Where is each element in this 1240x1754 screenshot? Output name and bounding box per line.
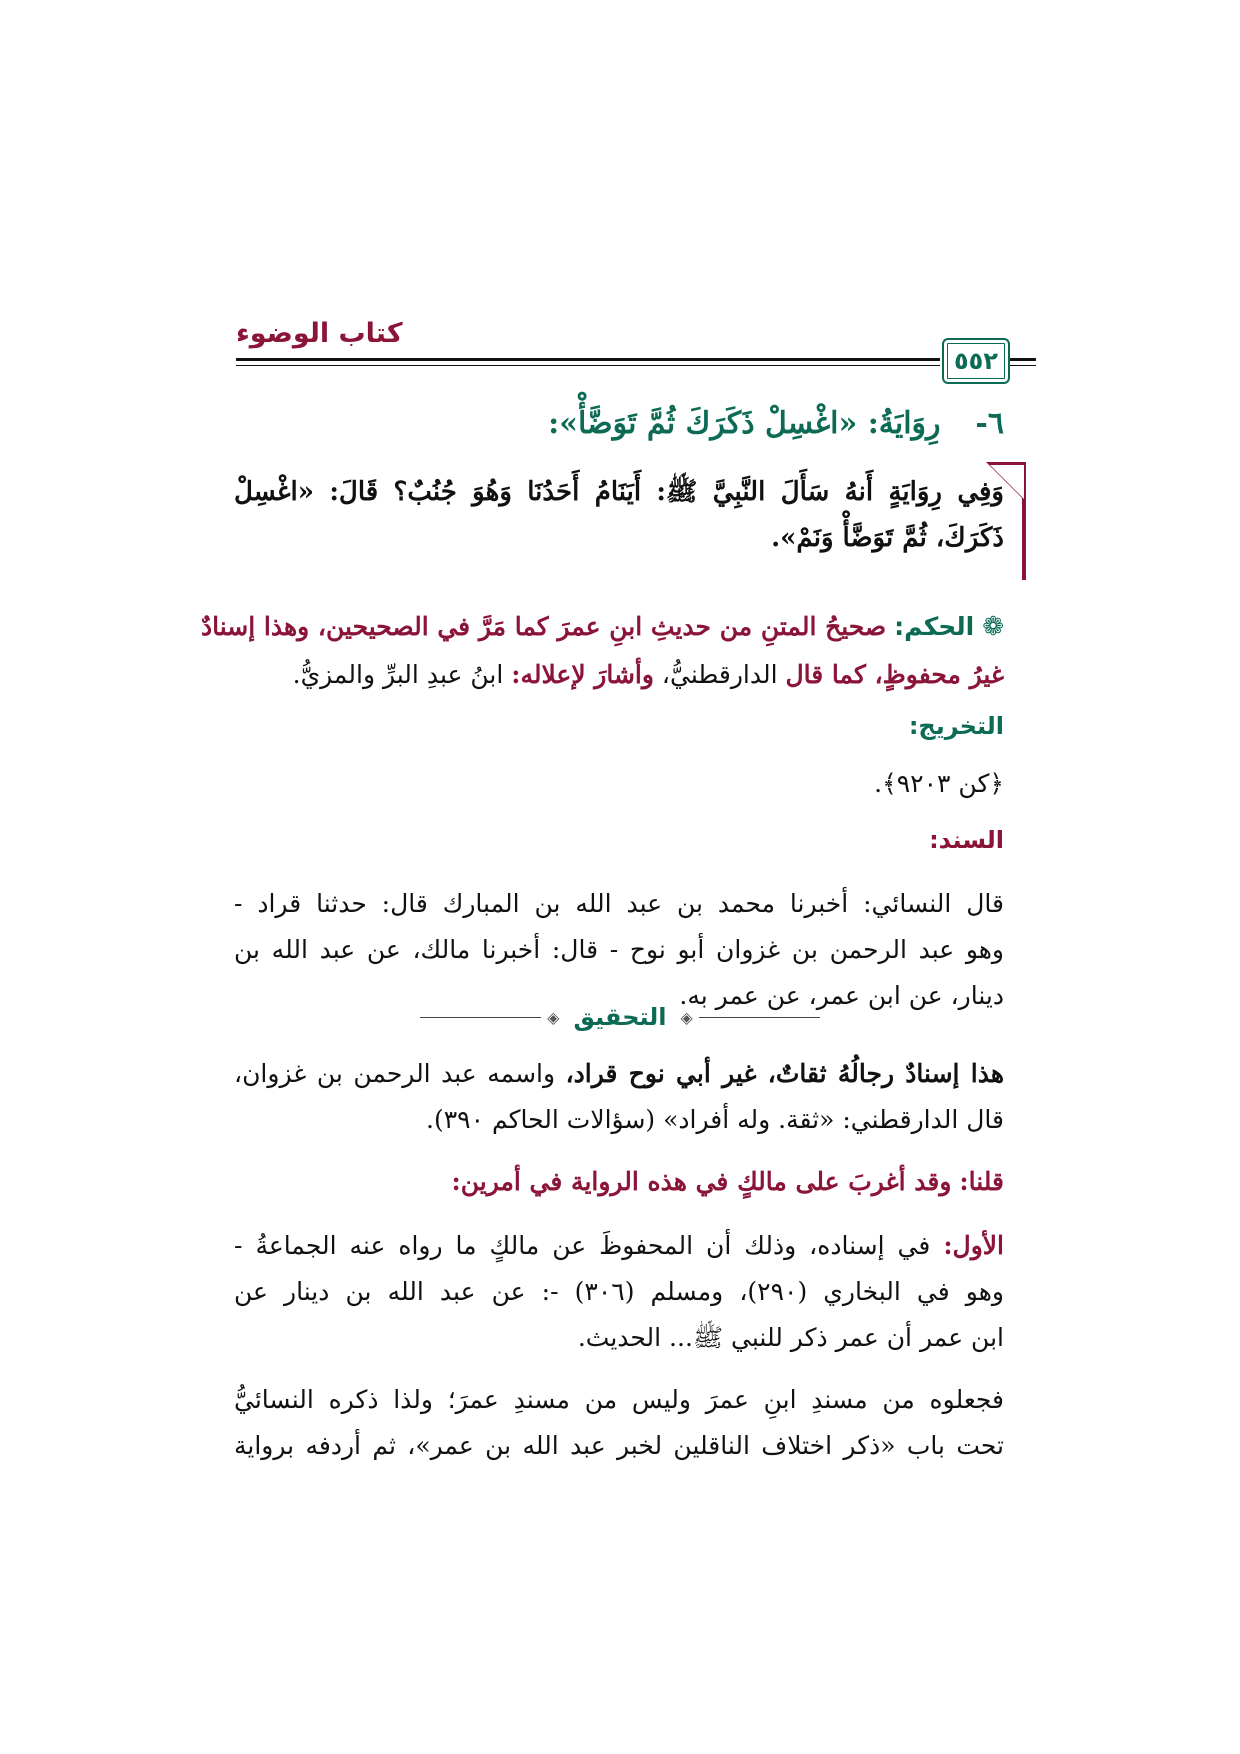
qulna-label: قلنا: <box>959 1167 1004 1196</box>
paragraph-3-line-2: تحت باب «ذكر اختلاف الناقلين لخبر عبد الله بن عمر»، ثم أردفه برواية <box>234 1431 1004 1460</box>
first-point-line-3: ابن عمر أن عمر ذكر للنبي ﷺ... الحديث. <box>577 1323 1004 1352</box>
header-rule-thin <box>236 365 940 366</box>
first-point-line-2: وهو في البخاري (٢٩٠)، ومسلم (٣٠٦) -: عن عبد الله بن دينار عن <box>234 1277 1004 1306</box>
tahqiq-p1-line-2: قال الدارقطني: «ثقة. وله أفراد» (سؤالات الحاكم ٣٩٠). <box>426 1105 1004 1134</box>
header-rule-right-thin <box>1010 365 1036 366</box>
sanad-line-1: قال النسائي: أخبرنا محمد بن عبد الله بن المبارك قال: حدثنا قراد - <box>234 889 1004 918</box>
ruling-text: صحيحُ المتنِ من حديثِ ابنِ عمرَ كما مَرَّ في الصحيحين، وهذا إسنادٌ <box>201 612 887 641</box>
page-header <box>236 318 1006 398</box>
paragraph-3-line-1: فجعلوه من مسندِ ابنِ عمرَ وليس من مسندِ عمرَ؛ ولذا ذكره النسائيُّ <box>234 1385 1004 1414</box>
tahqiq-divider <box>420 1002 820 1032</box>
first-point-line-1: الأول: في إسناده، وذلك أن المحفوظَ عن مالكٍ ما رواه عنه الجماعةُ - <box>234 1231 1004 1260</box>
ruling-line-2: غيرُ محفوظٍ، كما قال الدارقطنيُّ، وأشارَ لإعلاله: ابنُ عبدِ البرِّ والمزيُّ. <box>292 660 1004 689</box>
section-title-text: رِوَايَةُ: «اغْسِلْ ذَكَرَكَ ثُمَّ تَوَضَّأْ»: <box>548 406 941 441</box>
sanad-heading: السند: <box>929 826 1004 854</box>
qulna-line <box>234 1160 1004 1204</box>
header-rule-right <box>1010 358 1036 361</box>
takhrij-heading: التخريج: <box>908 712 1004 740</box>
ornament-icon: ◈ <box>680 1007 693 1027</box>
tahqiq-p1-line-1: هذا إسنادٌ رجالُهُ ثقاتٌ، غير أبي نوح قراد، واسمه عبد الرحمن بن غزوان، <box>234 1059 1005 1088</box>
header-rule <box>236 358 940 361</box>
qulna-text: وقد أغربَ على مالكٍ في هذه الرواية في أمرين: <box>451 1167 952 1196</box>
takhrij-ref: ﴿كن ٩٢٠٣﴾. <box>874 769 1004 798</box>
sanad-line-3: دينار، عن ابن عمر، عن عمر به. <box>679 981 1004 1010</box>
ruling-line-1 <box>201 604 1004 650</box>
flower-ornament-icon: ❁ <box>982 612 1004 642</box>
section-title <box>234 406 1004 441</box>
book-title: كتاب الوضوء <box>236 318 403 349</box>
tahqiq-heading: التحقيق <box>573 1003 667 1031</box>
page-number-badge <box>942 338 1010 384</box>
first-label: الأول: <box>943 1231 1004 1260</box>
sanad-line-2: وهو عبد الرحمن بن غزوان أبو نوح - قال: أخبرنا مالك، عن عبد الله بن <box>234 935 1004 964</box>
page-number: ٥٥٢ <box>954 347 998 375</box>
section-number: ٦- <box>975 406 1004 441</box>
hadith-line-1: وَفِي رِوَايَةٍ أَنهُ سَأَلَ النَّبِيَّ ﷺ: أَيَنَامُ أَحَدُنَا وَهُوَ جُنُبٌ؟ قَالَ: «اغْسِلْ <box>234 477 1004 507</box>
ornament-icon: ◈ <box>547 1007 560 1027</box>
ruling-label: الحكم: <box>894 612 975 641</box>
hadith-line-2: ذَكَرَكَ، ثُمَّ تَوَضَّأْ وَنَمْ». <box>771 523 1004 553</box>
